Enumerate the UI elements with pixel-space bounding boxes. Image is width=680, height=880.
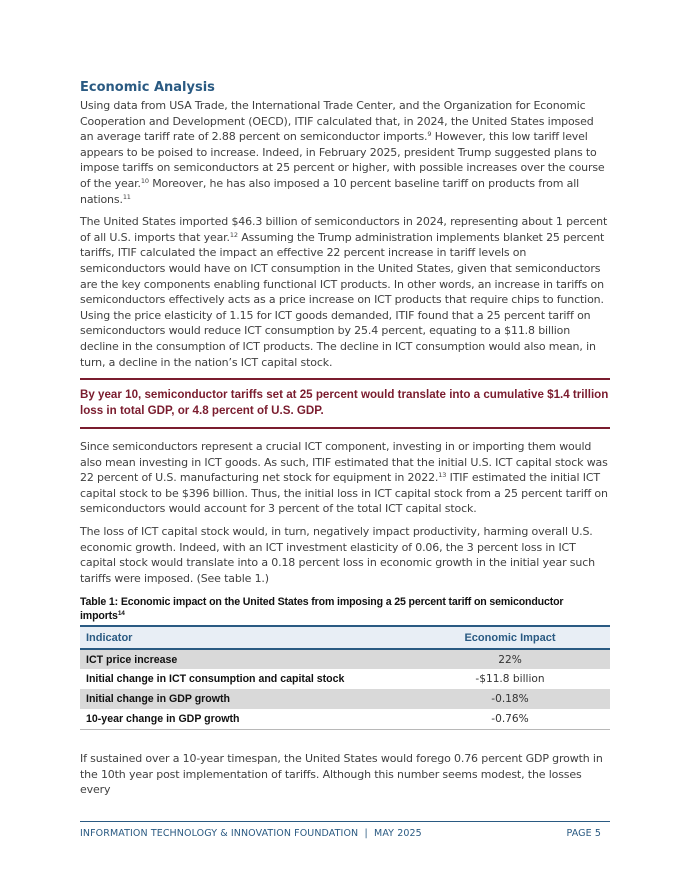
table-header-row: [80, 626, 610, 649]
row-impact: -0.18%: [491, 693, 529, 706]
table-row: [80, 709, 610, 729]
p1-text-a: Using data from USA Trade, the International Trade Center, and the Organization for Economic Cooperation and Development (OECD), ITIF calculated that, in 2024, the United States imposed an average tariff rate of 2.88 percent on semiconductor imports.: [80, 99, 594, 144]
paragraph-3: [80, 439, 610, 517]
p1-text-b: However, this low tariff level appears to be poised to increase. Indeed, in February 2025, president Trump suggested plans to impose tariffs on semiconductors at 25 percent or higher, with possible increases over the course of the year.: [80, 130, 605, 190]
p3-text-a: Since semiconductors represent a crucial ICT component, investing in or importing them would also mean investing in ICT goods. As such, ITIF estimated that the initial U.S. ICT capital stock was 22 percent of U.S. manufacturing net stock for equipment in 2022.: [80, 440, 608, 485]
footnote-ref-14[interactable]: 14: [117, 610, 125, 618]
footer-page-number: PAGE 5: [566, 828, 601, 839]
row-impact: -0.76%: [491, 713, 529, 726]
row-indicator: Initial change in ICT consumption and capital stock: [86, 673, 345, 686]
row-indicator: Initial change in GDP growth: [86, 693, 231, 706]
table-row: [80, 669, 610, 689]
header-economic-impact: Economic Impact: [464, 631, 556, 644]
p1-text-c: Moreover, he has also imposed a 10 percent baseline tariff on products from all nations.: [80, 176, 580, 206]
footnote-ref-12[interactable]: 12: [229, 230, 238, 239]
page-content: [80, 78, 610, 805]
pull-quote-callout: [80, 378, 610, 429]
section-heading: Economic Analysis: [80, 80, 215, 95]
table-caption-text: Table 1: Economic impact on the United States from imposing a 25 percent tariff on semiconductor imports: [80, 596, 564, 623]
economic-impact-table: [80, 625, 610, 730]
footer-org-date: INFORMATION TECHNOLOGY & INNOVATION FOUNDATION | MAY 2025: [80, 828, 422, 839]
header-indicator: Indicator: [86, 631, 133, 644]
table-caption: [80, 595, 610, 623]
p2-text-a: The United States imported $46.3 billion of semiconductors in 2024, representing about 1 percent of all U.S. imports that year.: [80, 215, 608, 244]
footnote-ref-10[interactable]: 10: [140, 176, 149, 185]
paragraph-1: [80, 98, 610, 207]
page-footer: [80, 821, 610, 839]
paragraph-5: [80, 751, 610, 798]
p4-text-a: The loss of ICT capital stock would, in turn, negatively impact productivity, harming overall U.S. economic growth. Indeed, with an ICT investment elasticity of 0.06, the 3 percent loss in ICT capital stock would translate into a 0.18 percent loss in economic growth in the initial year such tariffs were imposed. (See table 1.): [80, 525, 595, 585]
row-impact: -$11.8 billion: [475, 673, 545, 686]
paragraph-2: [80, 214, 610, 370]
table-row: [80, 689, 610, 709]
p3-text-b: ITIF estimated the initial ICT capital stock to be $396 billion. Thus, the initial loss in ICT capital stock from a 25 percent tariff on semiconductors would account for 3 percent of the total ICT capital stock.: [80, 471, 608, 516]
row-impact: 22%: [498, 653, 522, 666]
table-row: [80, 649, 610, 669]
p2-text-b: Assuming the Trump administration implements blanket 25 percent tariffs, ITIF calculated the impact an effective 22 percent increase in tariff levels on semiconductors would have on ICT consumption in the United States, given that semiconductors are the key components enabling functional ICT products. In other words, an increase in tariffs on semiconductors effectively acts as a price increase on ICT products that require chips to function. Using the price elasticity of 1.15 for ICT goods demanded, ITIF found that a 25 percent tariff on semiconductors would reduce ICT consumption by 25.4 percent, equating to a $11.8 billion decline in the consumption of ICT products. The decline in ICT consumption would also mean, in turn, a decline in the nation’s ICT capital stock.: [80, 230, 605, 369]
p5-text-a: If sustained over a 10-year timespan, the United States would forego 0.76 percent GDP growth in the 10th year post implementation of tariffs. Although this number seems modest, the losses every: [80, 751, 603, 797]
callout-text: By year 10, semiconductor tariffs set at 25 percent would translate into a cumulative $1.4 trillion loss in total GDP, or 4.8 percent of U.S. GDP.: [80, 388, 609, 418]
footnote-ref-13[interactable]: 13: [438, 471, 447, 480]
footnote-ref-9[interactable]: 9: [427, 130, 432, 139]
footnote-ref-11[interactable]: 11: [122, 192, 131, 201]
paragraph-4: [80, 524, 610, 586]
row-indicator: 10-year change in GDP growth: [86, 713, 240, 726]
row-indicator: ICT price increase: [86, 653, 178, 666]
